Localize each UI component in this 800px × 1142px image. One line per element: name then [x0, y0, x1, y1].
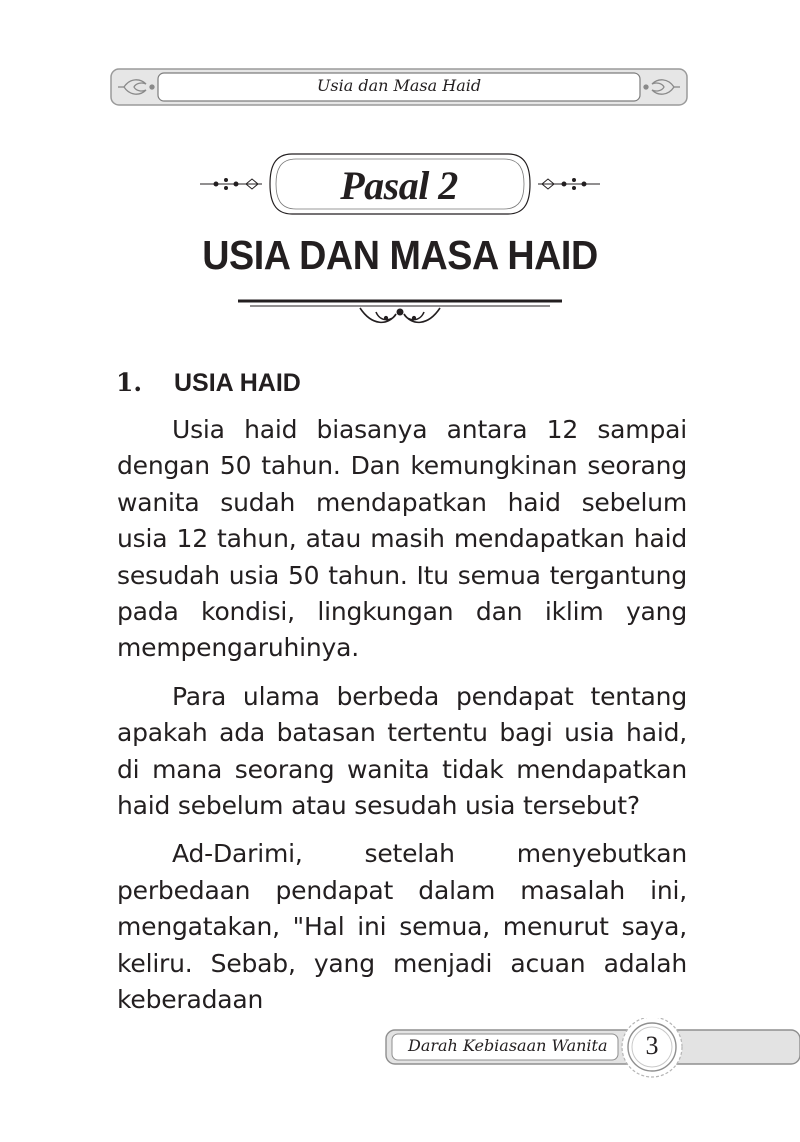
chapter-side-flourish-right-icon	[538, 179, 600, 190]
running-header-title: Usia dan Masa Haid	[316, 76, 482, 95]
page-number: 3	[645, 1031, 659, 1060]
section-heading-text: USIA HAID	[174, 369, 301, 397]
paragraph: Ad-Darimi, setelah menyebutkan perbedaan pendapat dalam masalah ini, mengatakan, "Hal ini semua, menurut saya, keliru. Sebab, yang menjadi acuan adalah keberadaan	[117, 839, 687, 1015]
body-text	[117, 412, 687, 1031]
footer-book-title: Darah Kebiasaan Wanita	[408, 1036, 608, 1055]
paragraph: Usia haid biasanya antara 12 sampai dengan 50 tahun. Dan kemungkinan seorang wanita sudah mendapatkan haid sebelum usia 12 tahun, atau masih mendapatkan haid sesudah usia 50 tahun. Itu semua tergantung pada kondisi, lingkungan dan iklim yang mempengaruhinya.	[117, 415, 687, 663]
section-number: 1.	[116, 368, 143, 397]
running-footer	[380, 1018, 800, 1082]
chapter-label: Pasal 2	[340, 163, 458, 208]
chapter-side-flourish-left-icon	[200, 179, 262, 190]
section-heading	[116, 368, 301, 398]
paragraph: Para ulama berbeda pendapat tentang apakah ada batasan tertentu bagi usia haid, di mana seorang wanita tidak mendapatkan haid sebelum atau sesudah usia tersebut?	[117, 681, 687, 821]
title-divider-ornament-icon	[238, 301, 562, 322]
chapter-title: USIA DAN MASA HAID	[202, 232, 598, 278]
